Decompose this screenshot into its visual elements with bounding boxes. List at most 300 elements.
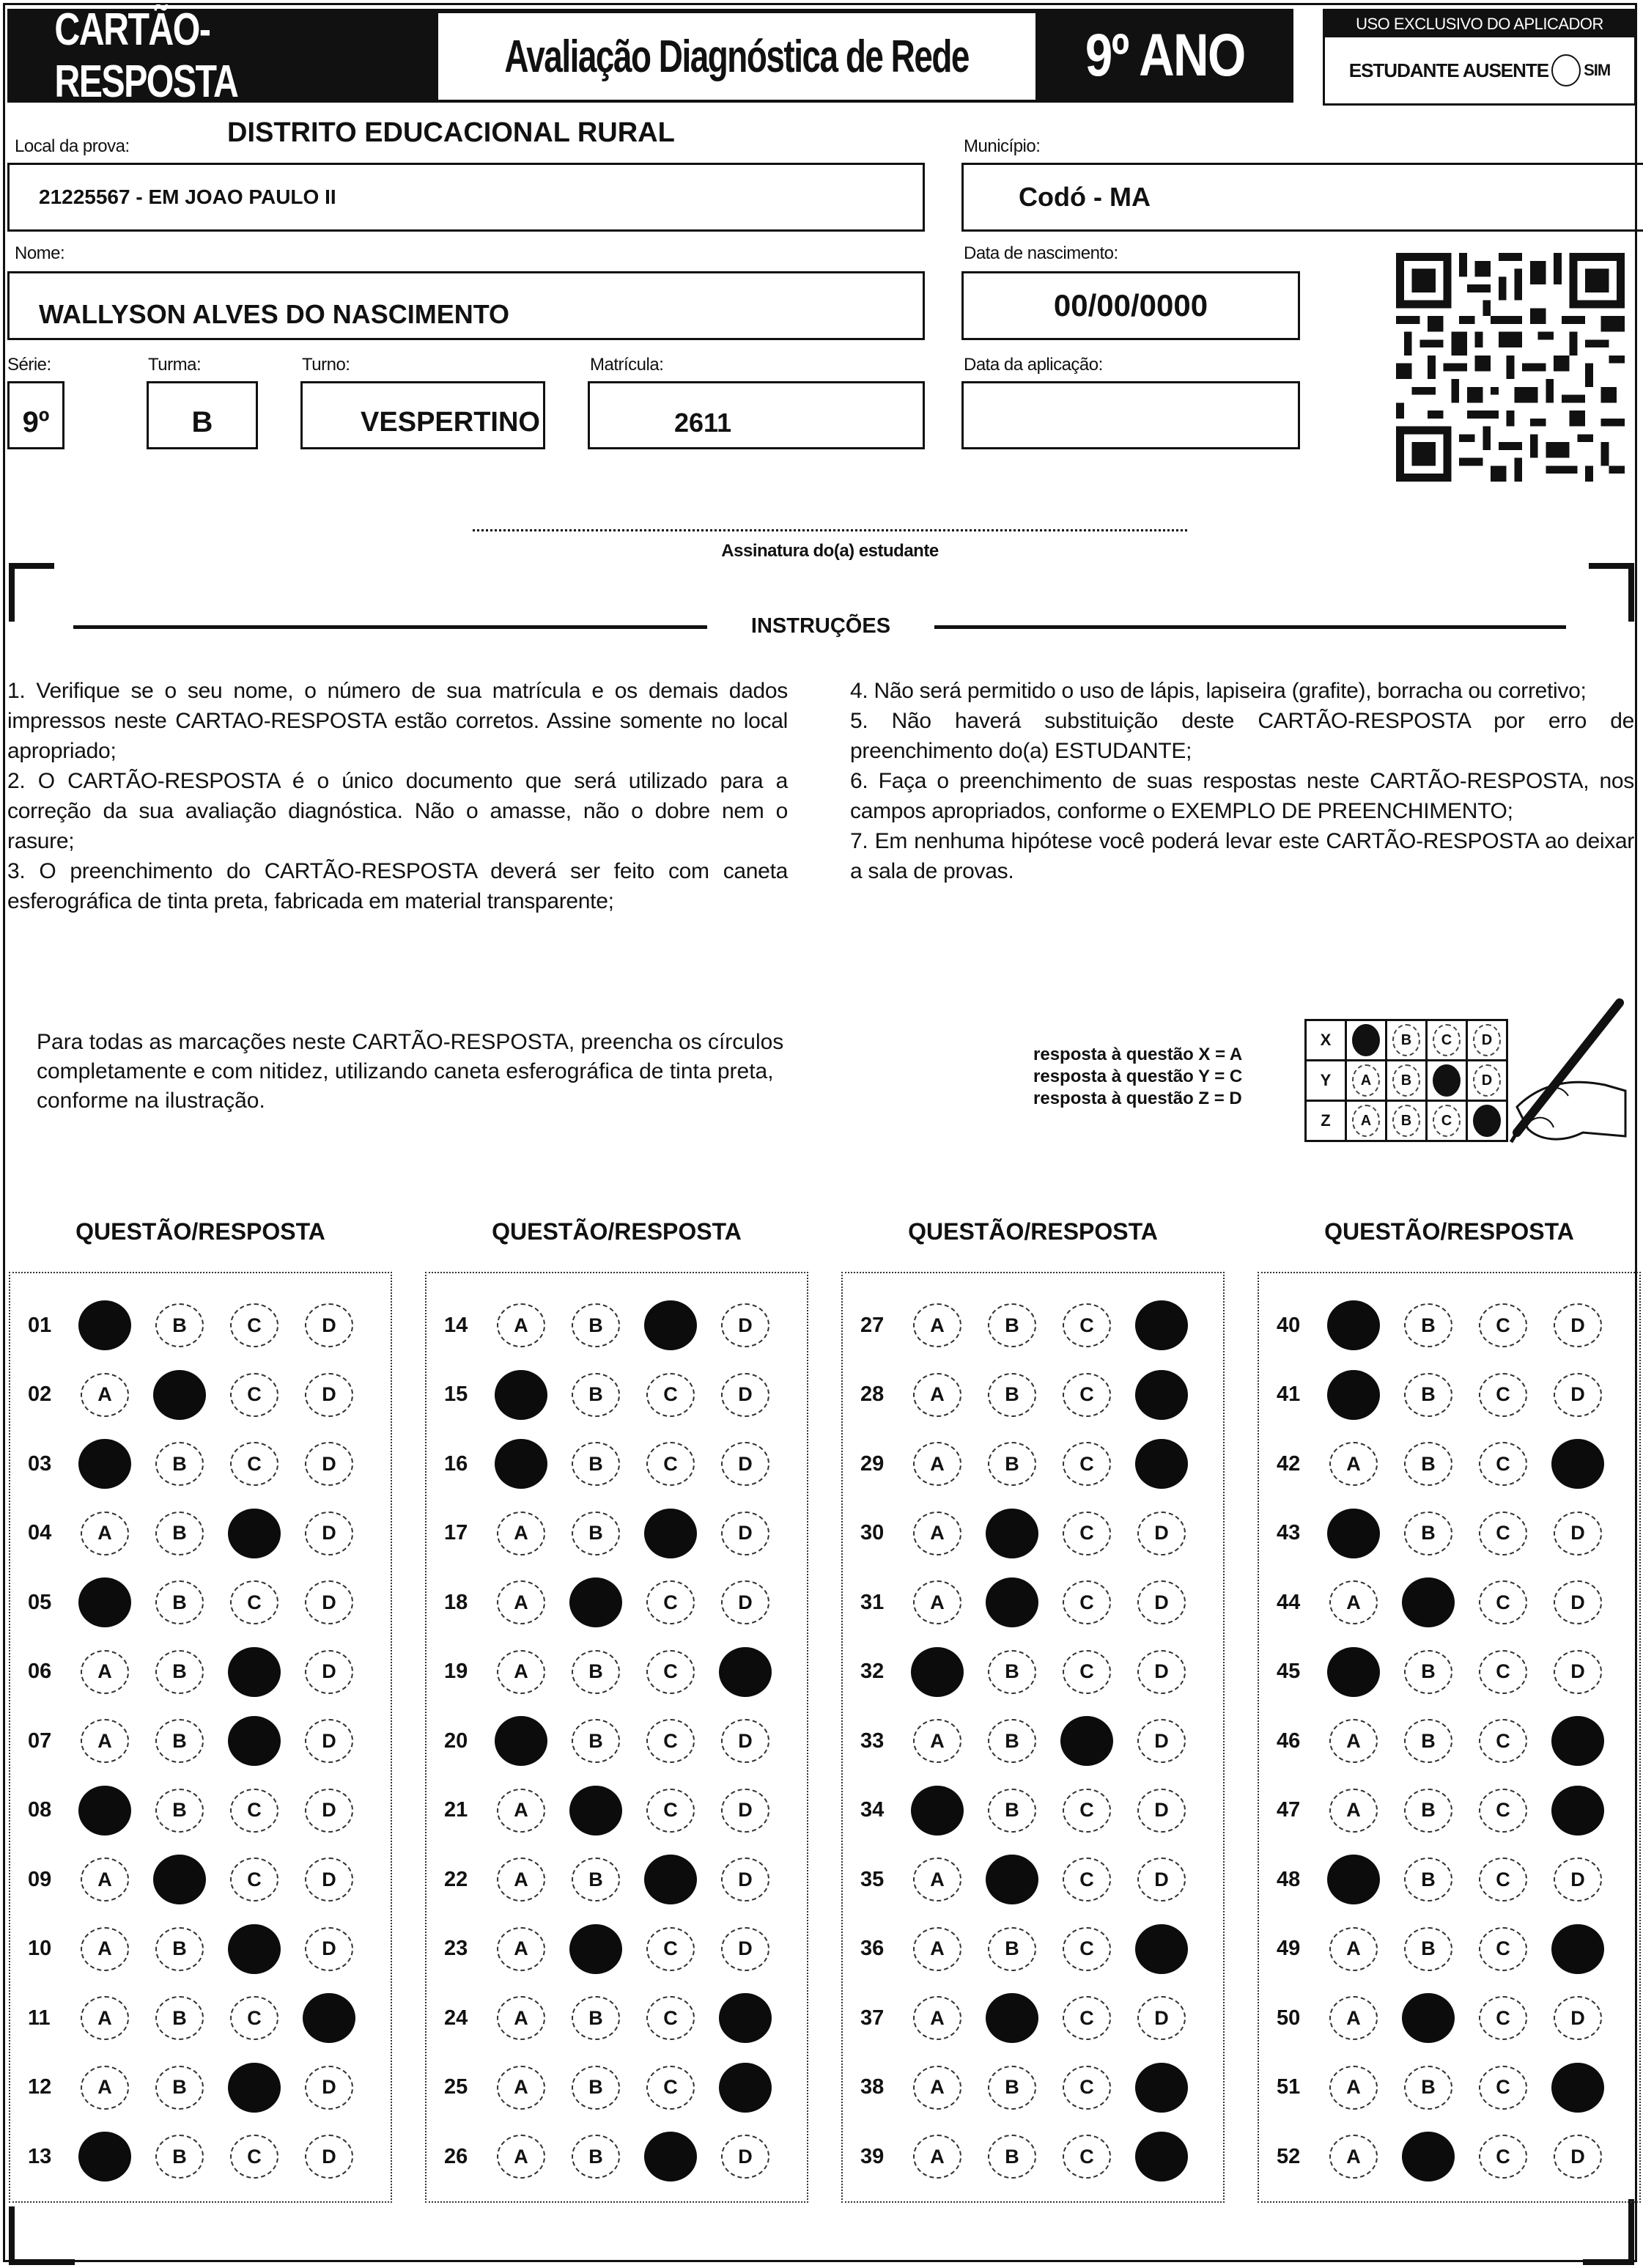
answer-bubble-d[interactable]	[1135, 1439, 1188, 1489]
answer-bubble-c[interactable]	[228, 1647, 281, 1697]
question-number: 52	[1277, 2144, 1301, 2168]
answer-bubble-b[interactable]: B	[988, 1650, 1036, 1694]
answer-bubble-a[interactable]	[1327, 1370, 1380, 1420]
answer-bubble-c[interactable]: C	[1479, 1512, 1527, 1555]
question-row	[10, 1995, 391, 2041]
answer-bubble-d[interactable]: D	[1137, 1858, 1186, 1901]
question-row	[10, 2134, 391, 2179]
answer-bubble-d[interactable]	[1551, 1439, 1604, 1489]
answer-bubble-a[interactable]	[78, 1577, 131, 1627]
answer-bubble-b[interactable]: B	[572, 1442, 620, 1486]
answer-bubble-c[interactable]	[228, 1716, 281, 1766]
answer-bubble-c[interactable]: C	[1063, 1512, 1111, 1555]
answer-bubble-c[interactable]: C	[1063, 1789, 1111, 1833]
turma-value: B	[191, 406, 213, 438]
example-cell	[1387, 1061, 1427, 1101]
answer-bubble-b[interactable]: B	[572, 1512, 620, 1555]
answer-bubble-c[interactable]: C	[230, 1373, 278, 1417]
answer-bubble-b[interactable]	[1402, 1577, 1455, 1627]
answer-bubble-b[interactable]: B	[988, 1373, 1036, 1417]
answer-bubble-c[interactable]: C	[1479, 1580, 1527, 1624]
answer-bubble-a[interactable]: A	[913, 2066, 961, 2110]
legend-line: resposta à questão Z = D	[1033, 1089, 1242, 1108]
legend-line: resposta à questão Y = C	[1033, 1067, 1243, 1086]
answer-bubble-c[interactable]: C	[646, 1719, 695, 1763]
answer-bubble-b[interactable]: B	[988, 1303, 1036, 1347]
answer-bubble-a[interactable]: A	[1329, 1580, 1378, 1624]
question-number: 44	[1277, 1590, 1301, 1614]
example-bubble-b: B	[1392, 1064, 1420, 1097]
answer-bubble-a[interactable]: A	[1329, 2135, 1378, 2179]
answer-bubble-b[interactable]	[986, 1509, 1038, 1558]
example-bubble-a: A	[1352, 1105, 1380, 1137]
answer-bubble-a[interactable]: A	[81, 2066, 129, 2110]
answer-bubble-b[interactable]	[569, 1577, 622, 1627]
answer-bubble-d[interactable]: D	[305, 1373, 353, 1417]
answer-bubble-d[interactable]: D	[1554, 1580, 1602, 1624]
answer-bubble-a[interactable]	[495, 1716, 547, 1766]
answer-bubble-b[interactable]: B	[155, 1303, 204, 1347]
answer-bubble-b[interactable]: B	[155, 1996, 204, 2040]
answer-bubble-a[interactable]	[495, 1439, 547, 1489]
answer-bubble-d[interactable]	[1135, 1370, 1188, 1420]
answer-bubble-a[interactable]: A	[497, 2135, 545, 2179]
answer-bubble-a[interactable]	[1327, 1647, 1380, 1697]
answer-bubble-b[interactable]: B	[1404, 1512, 1452, 1555]
corner-mark-tr-v	[1628, 563, 1634, 622]
answer-bubble-b[interactable]: B	[988, 1789, 1036, 1833]
answer-bubble-c[interactable]	[1060, 1716, 1113, 1766]
answer-bubble-c[interactable]: C	[1479, 1858, 1527, 1901]
answer-bubble-c[interactable]: C	[1479, 1442, 1527, 1486]
answer-bubble-a[interactable]	[495, 1370, 547, 1420]
answer-column-1	[9, 1272, 392, 2203]
example-cell	[1346, 1020, 1387, 1061]
question-row	[1259, 2134, 1639, 2179]
question-number: 36	[860, 1937, 885, 1960]
answer-bubble-c[interactable]	[644, 1300, 697, 1350]
answer-bubble-a[interactable]: A	[81, 1858, 129, 1901]
answer-bubble-d[interactable]: D	[721, 1789, 769, 1833]
exam-title: Avaliação Diagnóstica de Rede	[504, 31, 970, 82]
answer-bubble-a[interactable]: A	[497, 1512, 545, 1555]
answer-bubble-c[interactable]: C	[646, 1442, 695, 1486]
answer-bubble-b[interactable]: B	[988, 2135, 1036, 2179]
answer-bubble-d[interactable]: D	[1554, 2135, 1602, 2179]
question-number: 20	[444, 1728, 468, 1753]
question-row	[1259, 2065, 1639, 2110]
question-number: 35	[860, 1867, 885, 1891]
answer-bubble-c[interactable]	[644, 2132, 697, 2182]
answer-bubble-a[interactable]	[78, 1300, 131, 1350]
answer-bubble-d[interactable]	[1551, 1716, 1604, 1766]
question-row	[843, 1718, 1223, 1764]
answer-bubble-b[interactable]: B	[572, 1373, 620, 1417]
turma-field	[147, 381, 258, 449]
example-bubble-a	[1352, 1024, 1380, 1056]
answer-bubble-a[interactable]: A	[497, 1650, 545, 1694]
answer-bubble-a[interactable]: A	[497, 2066, 545, 2110]
answer-bubble-a[interactable]: A	[497, 1927, 545, 1971]
answer-bubble-d[interactable]: D	[1137, 1512, 1186, 1555]
corner-mark-bl-h	[9, 2259, 75, 2265]
answer-bubble-a[interactable]: A	[497, 1996, 545, 2040]
corner-mark-bl-v	[9, 2206, 15, 2265]
local-field	[7, 163, 925, 232]
answer-bubble-d[interactable]: D	[305, 1858, 353, 1901]
answer-bubble-a[interactable]: A	[913, 2135, 961, 2179]
example-bubble-c	[1433, 1064, 1461, 1097]
answer-bubble-a[interactable]: A	[1329, 1996, 1378, 2040]
nascimento-label: Data de nascimento:	[964, 243, 1118, 263]
answer-bubble-a[interactable]: A	[913, 1719, 961, 1763]
answer-bubble-a[interactable]: A	[913, 1303, 961, 1347]
answer-bubble-b[interactable]: B	[1404, 1789, 1452, 1833]
answer-bubble-c[interactable]: C	[646, 1789, 695, 1833]
answer-bubble-c[interactable]: C	[1479, 1650, 1527, 1694]
matricula-field	[588, 381, 925, 449]
answer-bubble-a[interactable]	[1327, 1855, 1380, 1904]
answer-bubble-c[interactable]	[644, 1509, 697, 1558]
nome-field	[7, 271, 925, 340]
question-number: 39	[860, 2144, 885, 2168]
question-number: 01	[28, 1313, 52, 1337]
answer-bubble-c[interactable]	[644, 1855, 697, 1904]
answer-bubble-d[interactable]: D	[1554, 1303, 1602, 1347]
answer-bubble-d[interactable]: D	[721, 1373, 769, 1417]
answer-bubble-b[interactable]: B	[155, 1442, 204, 1486]
answer-bubble-b[interactable]: B	[1404, 1858, 1452, 1901]
answer-bubble-d[interactable]: D	[305, 1789, 353, 1833]
answer-bubble-d[interactable]	[1551, 1786, 1604, 1836]
question-row	[10, 1718, 391, 1764]
answer-bubble-b[interactable]: B	[988, 1927, 1036, 1971]
answer-bubble-c[interactable]: C	[1479, 1927, 1527, 1971]
question-number: 26	[444, 2144, 468, 2168]
answer-bubble-d[interactable]: D	[1554, 1996, 1602, 2040]
answer-bubble-a[interactable]	[78, 2132, 131, 2182]
question-row	[10, 1441, 391, 1487]
instruction-item: 7. Em nenhuma hipótese você poderá levar este CARTÃO-RESPOSTA ao deixar a sala de provas.	[850, 829, 1634, 883]
answer-bubble-c[interactable]: C	[230, 2135, 278, 2179]
question-row	[1259, 1788, 1639, 1833]
answer-bubble-a[interactable]: A	[1329, 1927, 1378, 1971]
question-row	[10, 1857, 391, 1902]
answer-bubble-c[interactable]: C	[230, 1303, 278, 1347]
answer-bubble-d[interactable]: D	[305, 2135, 353, 2179]
answer-bubble-c[interactable]: C	[646, 1650, 695, 1694]
answer-bubble-a[interactable]: A	[81, 1512, 129, 1555]
instruction-item: 5. Não haverá substituição deste CARTÃO-RESPOSTA por erro de preenchimento do(a) ESTUDANTE;	[850, 709, 1634, 763]
answer-bubble-c[interactable]: C	[1063, 1650, 1111, 1694]
question-number: 49	[1277, 1937, 1301, 1960]
question-number: 38	[860, 2075, 885, 2099]
question-row	[1259, 1995, 1639, 2041]
question-number: 15	[444, 1382, 468, 1406]
fill-instruction-note: Para todas as marcações neste CARTÃO-RESPOSTA, preencha os círculos completamente e com nitidez, utilizando caneta esferográfica de tinta preta, conforme na ilustração.	[37, 1030, 784, 1113]
answer-bubble-c[interactable]: C	[1063, 2066, 1111, 2110]
answer-bubble-c[interactable]: C	[1479, 2066, 1527, 2110]
answer-bubble-d[interactable]: D	[1554, 1858, 1602, 1901]
answer-bubble-d[interactable]: D	[305, 1580, 353, 1624]
question-row	[843, 1580, 1223, 1625]
nascimento-value: 00/00/0000	[1053, 288, 1208, 323]
answer-bubble-b[interactable]	[153, 1855, 206, 1904]
answer-bubble-c[interactable]: C	[1479, 2135, 1527, 2179]
answer-bubble-d[interactable]: D	[1554, 1373, 1602, 1417]
example-row-label: X	[1306, 1020, 1346, 1061]
answer-bubble-c[interactable]: C	[1063, 1442, 1111, 1486]
question-row	[427, 1580, 807, 1625]
answer-bubble-a[interactable]: A	[1329, 1789, 1378, 1833]
serie-label: Série:	[7, 355, 51, 375]
answer-bubble-c[interactable]: C	[1063, 1580, 1111, 1624]
answer-bubble-d[interactable]: D	[305, 1719, 353, 1763]
answer-bubble-d[interactable]: D	[721, 1303, 769, 1347]
answer-bubble-b[interactable]: B	[155, 1580, 204, 1624]
answer-bubble-a[interactable]: A	[81, 1719, 129, 1763]
answer-bubble-c[interactable]: C	[646, 1580, 695, 1624]
answer-bubble-c[interactable]: C	[230, 1996, 278, 2040]
instruction-item: 2. O CARTÃO-RESPOSTA é o único documento que será utilizado para a correção da sua avaliação diagnóstica. Não o amasse, não o dobre nem o rasure;	[7, 769, 788, 853]
example-row	[1306, 1061, 1507, 1101]
answer-bubble-d[interactable]: D	[721, 1442, 769, 1486]
matricula-label: Matrícula:	[590, 355, 664, 375]
question-number: 34	[860, 1798, 885, 1822]
answer-bubble-c[interactable]: C	[230, 1442, 278, 1486]
question-row	[1259, 1441, 1639, 1487]
answer-bubble-c[interactable]: C	[230, 1858, 278, 1901]
answer-bubble-b[interactable]: B	[572, 1719, 620, 1763]
answer-bubble-a[interactable]	[911, 1786, 964, 1836]
answer-bubble-a[interactable]	[911, 1647, 964, 1697]
answer-bubble-c[interactable]: C	[1479, 1789, 1527, 1833]
example-cell	[1346, 1101, 1387, 1141]
answer-bubble-b[interactable]: B	[572, 2135, 620, 2179]
answer-bubble-d[interactable]	[1135, 1924, 1188, 1974]
example-bubble-c: C	[1433, 1105, 1461, 1137]
answer-bubble-d[interactable]: D	[721, 1719, 769, 1763]
signature-line[interactable]	[473, 529, 1187, 531]
question-number: 31	[860, 1590, 885, 1614]
question-number: 43	[1277, 1521, 1301, 1544]
answer-bubble-b[interactable]: B	[1404, 1303, 1452, 1347]
answer-bubble-d[interactable]	[1135, 1300, 1188, 1350]
answer-bubble-d[interactable]: D	[305, 1512, 353, 1555]
answer-bubble-b[interactable]: B	[155, 1512, 204, 1555]
answer-bubble-a[interactable]: A	[913, 1927, 961, 1971]
question-row	[427, 1788, 807, 1833]
answer-bubble-c[interactable]: C	[1063, 1996, 1111, 2040]
answer-bubble-a[interactable]: A	[81, 1927, 129, 1971]
answer-bubble-a[interactable]: A	[497, 1858, 545, 1901]
answer-bubble-b[interactable]: B	[155, 1650, 204, 1694]
answer-bubble-b[interactable]: B	[155, 1789, 204, 1833]
answer-bubble-b[interactable]: B	[572, 1858, 620, 1901]
answer-bubble-a[interactable]: A	[913, 1512, 961, 1555]
answer-bubble-b[interactable]: B	[572, 2066, 620, 2110]
answer-bubble-b[interactable]: B	[988, 1719, 1036, 1763]
answer-bubble-b[interactable]: B	[155, 2135, 204, 2179]
answer-bubble-b[interactable]: B	[1404, 1650, 1452, 1694]
answer-bubble-a[interactable]: A	[497, 1789, 545, 1833]
question-number: 48	[1277, 1867, 1301, 1891]
answer-bubble-a[interactable]: A	[81, 1996, 129, 2040]
question-number: 47	[1277, 1798, 1301, 1822]
answer-bubble-d[interactable]: D	[1137, 1719, 1186, 1763]
answer-bubble-b[interactable]: B	[1404, 2066, 1452, 2110]
question-number: 41	[1277, 1382, 1301, 1406]
example-bubble-d: D	[1473, 1024, 1501, 1056]
answer-bubble-b[interactable]: B	[155, 2066, 204, 2110]
answer-bubble-b[interactable]: B	[1404, 1719, 1452, 1763]
answer-bubble-a[interactable]: A	[81, 1373, 129, 1417]
answer-bubble-c[interactable]: C	[1063, 1303, 1111, 1347]
answer-bubble-d[interactable]: D	[1554, 1650, 1602, 1694]
answer-bubble-a[interactable]	[1327, 1300, 1380, 1350]
question-number: 08	[28, 1798, 52, 1822]
answer-bubble-a[interactable]: A	[81, 1650, 129, 1694]
example-cell	[1427, 1020, 1467, 1061]
question-number: 33	[860, 1728, 885, 1753]
answer-bubble-b[interactable]: B	[988, 2066, 1036, 2110]
question-number: 42	[1277, 1451, 1301, 1476]
answer-bubble-d[interactable]: D	[305, 1303, 353, 1347]
question-row	[843, 1995, 1223, 2041]
answer-bubble-d[interactable]: D	[721, 1512, 769, 1555]
answer-bubble-d[interactable]: D	[721, 1580, 769, 1624]
answer-bubble-c[interactable]	[228, 2063, 281, 2113]
answer-bubble-b[interactable]	[1402, 2132, 1455, 2182]
question-number: 22	[444, 1867, 468, 1891]
answer-bubble-d[interactable]: D	[1554, 1512, 1602, 1555]
answer-bubble-d[interactable]	[719, 1647, 772, 1697]
answer-bubble-b[interactable]: B	[1404, 1927, 1452, 1971]
answer-bubble-b[interactable]: B	[572, 1996, 620, 2040]
answer-bubble-c[interactable]: C	[230, 1580, 278, 1624]
answer-bubble-d[interactable]	[719, 1993, 772, 2043]
turma-label: Turma:	[148, 355, 202, 375]
answer-bubble-c[interactable]: C	[1479, 1719, 1527, 1763]
answer-bubble-d[interactable]	[719, 2063, 772, 2113]
question-number: 29	[860, 1451, 885, 1476]
answer-bubble-c[interactable]: C	[1063, 1373, 1111, 1417]
corner-mark-tl-v	[9, 563, 15, 622]
answer-bubble-d[interactable]: D	[1137, 1650, 1186, 1694]
question-row	[843, 1788, 1223, 1833]
answer-bubble-a[interactable]	[78, 1439, 131, 1489]
answer-bubble-d[interactable]: D	[721, 1927, 769, 1971]
example-bubble-c: C	[1433, 1024, 1461, 1056]
answer-bubble-d[interactable]: D	[305, 1442, 353, 1486]
answer-bubble-a[interactable]	[1327, 1509, 1380, 1558]
question-row	[1259, 1718, 1639, 1764]
question-number: 05	[28, 1590, 52, 1614]
question-number: 50	[1277, 2006, 1301, 2030]
answer-bubble-a[interactable]: A	[913, 1442, 961, 1486]
answer-bubble-b[interactable]	[153, 1370, 206, 1420]
municipio-value: Codó - MA	[1019, 182, 1151, 212]
answer-bubble-a[interactable]: A	[913, 1580, 961, 1624]
answer-bubble-c[interactable]: C	[1479, 1996, 1527, 2040]
answer-bubble-d[interactable]: D	[305, 2066, 353, 2110]
answer-bubble-a[interactable]: A	[497, 1580, 545, 1624]
answer-bubble-d[interactable]: D	[1137, 1789, 1186, 1833]
answer-bubble-b[interactable]: B	[1404, 1442, 1452, 1486]
question-number: 32	[860, 1660, 885, 1683]
answer-bubble-c[interactable]	[228, 1509, 281, 1558]
absent-checkbox[interactable]	[1551, 54, 1581, 86]
answer-bubble-c[interactable]: C	[646, 1927, 695, 1971]
serie-value: 9º	[22, 406, 50, 438]
answer-bubble-c[interactable]: C	[1063, 2135, 1111, 2179]
answer-bubble-c[interactable]: C	[1063, 1858, 1111, 1901]
answer-bubble-a[interactable]: A	[913, 1996, 961, 2040]
question-row	[1259, 1857, 1639, 1902]
answer-bubble-a[interactable]: A	[913, 1858, 961, 1901]
absent-label: ESTUDANTE AUSENTE	[1348, 59, 1549, 81]
answer-bubble-d[interactable]: D	[721, 1858, 769, 1901]
answer-bubble-b[interactable]: B	[1404, 1373, 1452, 1417]
answer-bubble-b[interactable]: B	[572, 1303, 620, 1347]
answer-bubble-d[interactable]: D	[721, 2135, 769, 2179]
answer-bubble-b[interactable]	[1402, 1993, 1455, 2043]
answer-bubble-d[interactable]: D	[1137, 1580, 1186, 1624]
question-number: 06	[28, 1660, 52, 1683]
answer-bubble-a[interactable]: A	[1329, 2066, 1378, 2110]
answer-bubble-b[interactable]	[986, 1577, 1038, 1627]
example-cell	[1387, 1101, 1427, 1141]
answer-bubble-d[interactable]: D	[1137, 1996, 1186, 2040]
local-district: DISTRITO EDUCACIONAL RURAL	[227, 117, 675, 148]
answer-bubble-c[interactable]: C	[1479, 1373, 1527, 1417]
answer-bubble-a[interactable]: A	[497, 1303, 545, 1347]
answer-bubble-b[interactable]: B	[155, 1927, 204, 1971]
answer-bubble-a[interactable]: A	[913, 1373, 961, 1417]
answer-bubble-b[interactable]: B	[155, 1719, 204, 1763]
answer-bubble-c[interactable]: C	[646, 1996, 695, 2040]
answer-bubble-b[interactable]: B	[988, 1442, 1036, 1486]
answer-bubble-c[interactable]: C	[1479, 1303, 1527, 1347]
answer-bubble-c[interactable]: C	[1063, 1927, 1111, 1971]
answer-bubble-d[interactable]	[1551, 2063, 1604, 2113]
answer-bubble-d[interactable]: D	[305, 1650, 353, 1694]
answer-bubble-b[interactable]	[986, 1993, 1038, 2043]
answer-bubble-b[interactable]: B	[572, 1650, 620, 1694]
answer-bubble-d[interactable]	[1135, 2063, 1188, 2113]
answer-bubble-c[interactable]: C	[646, 2066, 695, 2110]
answer-bubble-b[interactable]	[986, 1855, 1038, 1904]
aplicacao-field	[961, 381, 1300, 449]
answer-bubble-a[interactable]: A	[1329, 1719, 1378, 1763]
question-row	[1259, 1372, 1639, 1418]
answer-bubble-c[interactable]: C	[646, 1373, 695, 1417]
question-row	[427, 1857, 807, 1902]
answer-bubble-a[interactable]: A	[1329, 1442, 1378, 1486]
answer-bubble-b[interactable]	[569, 1924, 622, 1974]
answer-bubble-a[interactable]	[78, 1786, 131, 1836]
answer-bubble-c[interactable]: C	[230, 1789, 278, 1833]
answer-bubble-d[interactable]	[303, 1993, 355, 2043]
question-number: 14	[444, 1313, 468, 1337]
question-row	[10, 1372, 391, 1418]
answer-bubble-d[interactable]	[1551, 1924, 1604, 1974]
answer-bubble-d[interactable]	[1135, 2132, 1188, 2182]
question-row	[10, 1649, 391, 1695]
answer-bubble-b[interactable]	[569, 1786, 622, 1836]
answer-bubble-d[interactable]: D	[305, 1927, 353, 1971]
answer-bubble-c[interactable]	[228, 1924, 281, 1974]
